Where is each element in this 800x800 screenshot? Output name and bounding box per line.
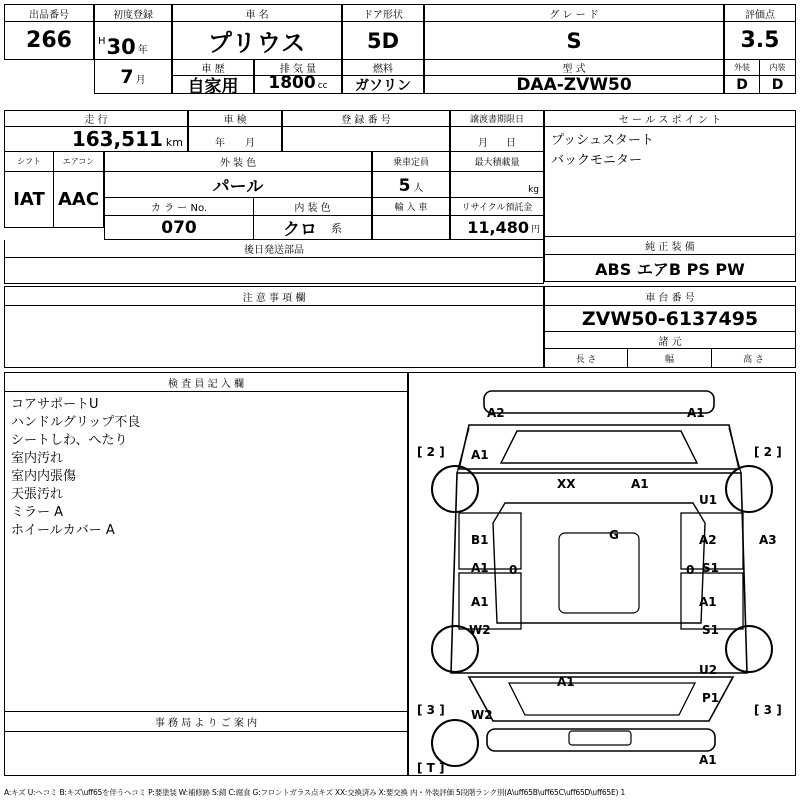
later-parts-value	[4, 258, 544, 284]
mileage-value-cell	[4, 127, 188, 152]
mileage-label: 走 行	[4, 110, 188, 127]
damage-code: [ 3 ]	[417, 703, 445, 717]
seats-unit: 人	[413, 183, 424, 194]
first-reg-era: H	[98, 36, 106, 47]
inspector-item: ミラー A	[11, 505, 64, 520]
first-reg-value	[94, 22, 172, 60]
damage-code: A1	[699, 595, 717, 609]
aircon-value: AAC	[54, 172, 104, 228]
exterior-grade: D	[724, 76, 760, 94]
inspector-item: 天張汚れ	[11, 487, 64, 502]
sales-point-item: プッシュスタート	[551, 133, 654, 148]
interior-label: 内装	[760, 60, 796, 76]
damage-code: [ 3 ]	[754, 703, 782, 717]
fuel-value: ガソリン	[342, 76, 424, 94]
mileage-value: 163,511	[71, 127, 163, 151]
int-color-value: クロ	[283, 220, 317, 240]
damage-code: A3	[759, 533, 777, 547]
damage-code: A1	[631, 477, 649, 491]
int-color-value-cell	[254, 216, 372, 240]
wheel-front-right	[725, 465, 773, 513]
lot-label: 出品番号	[4, 4, 94, 22]
office-notice-area	[4, 732, 408, 776]
first-reg-month-unit: 月	[135, 74, 146, 86]
displacement-label: 排 気 量	[254, 60, 342, 76]
max-load-label: 最大積載量	[450, 152, 544, 172]
import-label: 輸 入 車	[372, 198, 450, 216]
displacement-value: 1800	[268, 73, 316, 93]
shaken-year: 年	[215, 138, 225, 149]
damage-code: A1	[471, 561, 489, 575]
legend-footnote: A:キズ U:ヘコミ B:キズ\uff65を伴うヘコミ P:要塗装 W:補修跡 S:錆 C:腐食 G:フロントガラス点キズ XX:交換済み X:要交換 内・外装評価 5段階ランク別(A\uff65B\uff65C\uff65D\uff65E) 1	[4, 788, 626, 797]
shaken-month: 月	[245, 138, 255, 149]
recycle-unit: 円	[530, 225, 540, 235]
score-value: 3.5	[724, 22, 796, 60]
inspector-item: ホイールカバー A	[11, 523, 115, 538]
damage-code: U2	[699, 663, 718, 677]
max-load-unit: kg	[528, 185, 539, 195]
shaken-value-cell	[188, 127, 282, 152]
sales-point-item: バックモニター	[551, 153, 643, 168]
dim-height: 高 さ	[712, 349, 796, 368]
shift-label: シフト	[4, 152, 54, 172]
transfer-label: 譲渡書期限日	[450, 110, 544, 127]
damage-code: 0	[686, 563, 695, 577]
seats-value: 5	[398, 176, 411, 196]
first-reg-month: 7	[120, 65, 134, 88]
door-value: 5D	[342, 22, 424, 60]
damage-code: S1	[702, 623, 719, 637]
damage-code: 0	[509, 563, 518, 577]
ext-color-label: 外 装 色	[104, 152, 372, 172]
transfer-value-cell	[450, 127, 544, 152]
lot-value: 266	[4, 22, 94, 60]
notes-label: 注 意 事 項 欄	[4, 286, 544, 306]
office-notice-label: 事 務 局 よ り ご 案 内	[4, 712, 408, 732]
damage-code: S1	[702, 561, 719, 575]
dim-length: 長 さ	[544, 349, 628, 368]
damage-code: A1	[557, 675, 575, 689]
import-value	[372, 216, 450, 240]
damage-code: [ T ]	[417, 761, 445, 775]
sales-point-list	[544, 127, 796, 237]
inspector-item: コアサポートU	[11, 397, 99, 412]
notes-area	[4, 306, 544, 368]
later-parts-label: 後日発送部品	[4, 240, 544, 258]
damage-code: [ 2 ]	[754, 445, 782, 459]
damage-code: A2	[487, 406, 505, 420]
damage-code: A1	[687, 406, 705, 420]
inspector-label: 検 査 員 記 入 欄	[4, 372, 408, 392]
damage-code: A1	[471, 448, 489, 462]
recycle-value: 11,480	[467, 218, 529, 237]
damage-code: A1	[471, 595, 489, 609]
seats-label: 乗車定員	[372, 152, 450, 172]
displacement-unit: cc	[317, 81, 328, 91]
first-reg-year: 30	[106, 35, 136, 59]
damage-code: A2	[699, 533, 717, 547]
transfer-day: 日	[506, 138, 516, 149]
max-load-value-cell	[450, 172, 544, 198]
damage-code: XX	[557, 477, 576, 491]
exterior-label: 外装	[724, 60, 760, 76]
grade-label: グ レ ー ド	[424, 4, 724, 22]
reg-no-label: 登 録 番 号	[282, 110, 450, 127]
mileage-unit: km	[165, 136, 183, 149]
wheel-spare	[431, 719, 479, 767]
damage-code: W2	[469, 623, 491, 637]
sales-point-label: セ ー ル ス ポ イ ン ト	[544, 110, 796, 127]
transfer-month: 月	[478, 138, 488, 149]
aircon-label: エアコン	[54, 152, 104, 172]
damage-diagram	[408, 372, 796, 776]
dimensions-label: 諸 元	[544, 332, 796, 349]
shaken-label: 車 検	[188, 110, 282, 127]
damage-code: B1	[471, 533, 489, 547]
wheel-front-left	[431, 465, 479, 513]
first-reg-label: 初度登録	[94, 4, 172, 22]
damage-code: U1	[699, 493, 718, 507]
dim-width: 幅	[628, 349, 712, 368]
recycle-label: リサイクル預託金	[450, 198, 544, 216]
history-label: 車 歴	[172, 60, 254, 76]
chassis-value: ZVW50-6137495	[544, 306, 796, 332]
score-label: 評価点	[724, 4, 796, 22]
model-label: 型 式	[424, 60, 724, 76]
int-color-label: 内 装 色	[254, 198, 372, 216]
inspector-item: シートしわ、へたり	[11, 433, 128, 448]
ext-color-value: パール	[104, 172, 372, 198]
chassis-label: 車 台 番 号	[544, 286, 796, 306]
grade-value: S	[424, 22, 724, 60]
seats-value-cell	[372, 172, 450, 198]
car-outline-svg	[409, 373, 795, 775]
first-reg-year-unit: 年	[137, 45, 148, 56]
history-value: 自家用	[172, 76, 254, 94]
damage-code: [ 2 ]	[417, 445, 445, 459]
damage-code: W2	[471, 708, 493, 722]
model-value: DAA-ZVW50	[424, 76, 724, 94]
int-color-suffix: 系	[331, 221, 342, 235]
interior-grade: D	[760, 76, 796, 94]
damage-code: P1	[702, 691, 720, 705]
shift-value: IAT	[4, 172, 54, 228]
displacement-value-cell	[254, 73, 342, 94]
damage-code: G	[609, 528, 619, 542]
reg-no-value	[282, 127, 450, 152]
genuine-equip-value: ABS エアB PS PW	[544, 255, 796, 282]
car-name-label: 車 名	[172, 4, 342, 22]
car-name-value: プリウス	[172, 22, 342, 60]
fuel-label: 燃料	[342, 60, 424, 76]
recycle-value-cell	[450, 216, 544, 240]
color-no-value: 070	[104, 216, 254, 240]
inspector-notes	[4, 392, 408, 712]
door-label: ドア形状	[342, 4, 424, 22]
color-no-label: カ ラ ー No.	[104, 198, 254, 216]
genuine-equip-label: 純 正 装 備	[544, 237, 796, 255]
wheel-rear-right	[725, 625, 773, 673]
first-reg-month-cell	[94, 60, 172, 94]
inspector-item: ハンドルグリップ不良	[11, 415, 141, 430]
inspector-item: 室内内張傷	[11, 469, 77, 484]
damage-code: A1	[699, 753, 717, 767]
inspector-item: 室内汚れ	[11, 451, 64, 466]
